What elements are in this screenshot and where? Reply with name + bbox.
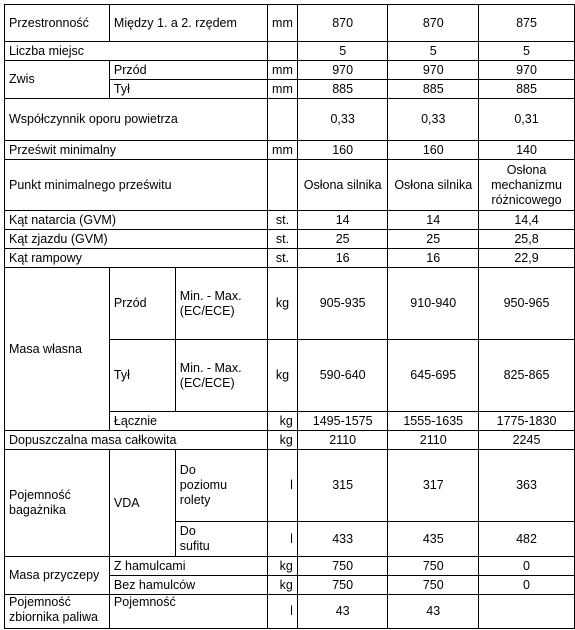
value-cell: 885 <box>297 80 388 99</box>
value-cell <box>479 595 575 629</box>
table-row <box>5 42 575 61</box>
table-row <box>5 61 575 80</box>
value-cell: 2110 <box>297 431 388 450</box>
value-cell: 750 <box>297 576 388 595</box>
value-cell: 140 <box>479 141 575 160</box>
table-row <box>5 141 575 160</box>
table-row <box>5 160 575 211</box>
row-label: Przestronność <box>5 5 110 42</box>
row-label: Dopuszczalna masa całkowita <box>5 431 268 450</box>
row-sublabel: Między 1. a 2. rzędem <box>109 5 267 42</box>
table-row <box>5 450 575 522</box>
row-label: Pojemność bagażnika <box>5 450 110 557</box>
unit-cell: mm <box>268 5 298 42</box>
unit-cell: kg <box>268 431 298 450</box>
value-cell: 14,4 <box>479 211 575 230</box>
value-cell: 875 <box>479 5 575 42</box>
table-row <box>5 595 575 629</box>
value-cell: 43 <box>297 595 388 629</box>
value-cell: 590-640 <box>297 340 388 412</box>
row-detail: Do sufitu <box>175 522 267 557</box>
unit-cell: mm <box>268 80 298 99</box>
value-cell: 315 <box>297 450 388 522</box>
value-cell: 750 <box>388 557 479 576</box>
unit-cell <box>268 160 298 211</box>
value-cell: 885 <box>479 80 575 99</box>
value-cell: 885 <box>388 80 479 99</box>
row-sublabel: Z hamulcami <box>109 557 267 576</box>
table-row <box>5 268 575 340</box>
value-cell: 363 <box>479 450 575 522</box>
row-label: Pojemność zbiornika paliwa <box>5 595 110 629</box>
value-cell: 0,33 <box>388 99 479 141</box>
value-cell: 16 <box>388 249 479 268</box>
value-cell: 970 <box>388 61 479 80</box>
value-cell: 16 <box>297 249 388 268</box>
value-cell: 1775-1830 <box>479 412 575 431</box>
value-cell: 5 <box>388 42 479 61</box>
value-cell: 970 <box>297 61 388 80</box>
value-cell: 0,33 <box>297 99 388 141</box>
unit-cell: mm <box>268 61 298 80</box>
table-row <box>5 557 575 576</box>
value-cell: 25 <box>388 230 479 249</box>
unit-cell: l <box>268 595 298 629</box>
value-cell: 160 <box>297 141 388 160</box>
row-label: Kąt zjazdu (GVM) <box>5 230 268 249</box>
unit-cell: kg <box>268 412 298 431</box>
value-cell: 910-940 <box>388 268 479 340</box>
table-row <box>5 431 575 450</box>
unit-cell: st. <box>268 249 298 268</box>
value-cell: 5 <box>297 42 388 61</box>
row-detail: Do poziomu rolety <box>175 450 267 522</box>
row-detail: Min. - Max. (EC/ECE) <box>175 340 267 412</box>
unit-cell: st. <box>268 211 298 230</box>
table-row <box>5 211 575 230</box>
value-cell: 970 <box>479 61 575 80</box>
value-cell: 14 <box>388 211 479 230</box>
value-cell: 433 <box>297 522 388 557</box>
unit-cell: kg <box>268 340 298 412</box>
value-cell: 0 <box>479 557 575 576</box>
value-cell: 435 <box>388 522 479 557</box>
row-sublabel: Łącznie <box>109 412 267 431</box>
unit-cell: l <box>268 450 298 522</box>
row-label: Kąt rampowy <box>5 249 268 268</box>
value-cell: Osłona mechanizmu różnicowego <box>479 160 575 211</box>
value-cell: 750 <box>388 576 479 595</box>
value-cell: 2245 <box>479 431 575 450</box>
unit-cell <box>268 42 298 61</box>
row-label: Kąt natarcia (GVM) <box>5 211 268 230</box>
table-row <box>5 99 575 141</box>
row-label: Zwis <box>5 61 110 99</box>
value-cell: 1555-1635 <box>388 412 479 431</box>
unit-cell: kg <box>268 557 298 576</box>
value-cell: 870 <box>388 5 479 42</box>
row-sublabel: Pojemność <box>109 595 267 629</box>
value-cell: 25,8 <box>479 230 575 249</box>
value-cell: 870 <box>297 5 388 42</box>
row-label: Masa przyczepy <box>5 557 110 595</box>
table-row <box>5 249 575 268</box>
value-cell: 0 <box>479 576 575 595</box>
unit-cell: mm <box>268 141 298 160</box>
value-cell: 317 <box>388 450 479 522</box>
row-sublabel: Przód <box>109 268 175 340</box>
row-sublabel: Tył <box>109 340 175 412</box>
row-sublabel: Tył <box>109 80 267 99</box>
row-label: Masa własna <box>5 268 110 431</box>
unit-cell: st. <box>268 230 298 249</box>
value-cell: 43 <box>388 595 479 629</box>
value-cell: Osłona silnika <box>388 160 479 211</box>
value-cell: Osłona silnika <box>297 160 388 211</box>
table-row <box>5 5 575 42</box>
row-sublabel: VDA <box>109 450 175 557</box>
unit-cell: kg <box>268 268 298 340</box>
row-label: Współczynnik oporu powietrza <box>5 99 268 141</box>
row-label: Liczba miejsc <box>5 42 268 61</box>
unit-cell: kg <box>268 576 298 595</box>
value-cell: 160 <box>388 141 479 160</box>
value-cell: 0,31 <box>479 99 575 141</box>
table-row <box>5 230 575 249</box>
unit-cell <box>268 99 298 141</box>
value-cell: 22,9 <box>479 249 575 268</box>
spec-table <box>4 4 575 629</box>
unit-cell: l <box>268 522 298 557</box>
value-cell: 14 <box>297 211 388 230</box>
value-cell: 25 <box>297 230 388 249</box>
value-cell: 825-865 <box>479 340 575 412</box>
row-label: Punkt minimalnego prześwitu <box>5 160 268 211</box>
value-cell: 2110 <box>388 431 479 450</box>
row-sublabel: Przód <box>109 61 267 80</box>
value-cell: 1495-1575 <box>297 412 388 431</box>
value-cell: 5 <box>479 42 575 61</box>
row-label: Prześwit minimalny <box>5 141 268 160</box>
row-sublabel: Bez hamulców <box>109 576 267 595</box>
value-cell: 905-935 <box>297 268 388 340</box>
value-cell: 750 <box>297 557 388 576</box>
value-cell: 645-695 <box>388 340 479 412</box>
value-cell: 482 <box>479 522 575 557</box>
value-cell: 950-965 <box>479 268 575 340</box>
row-detail: Min. - Max. (EC/ECE) <box>175 268 267 340</box>
